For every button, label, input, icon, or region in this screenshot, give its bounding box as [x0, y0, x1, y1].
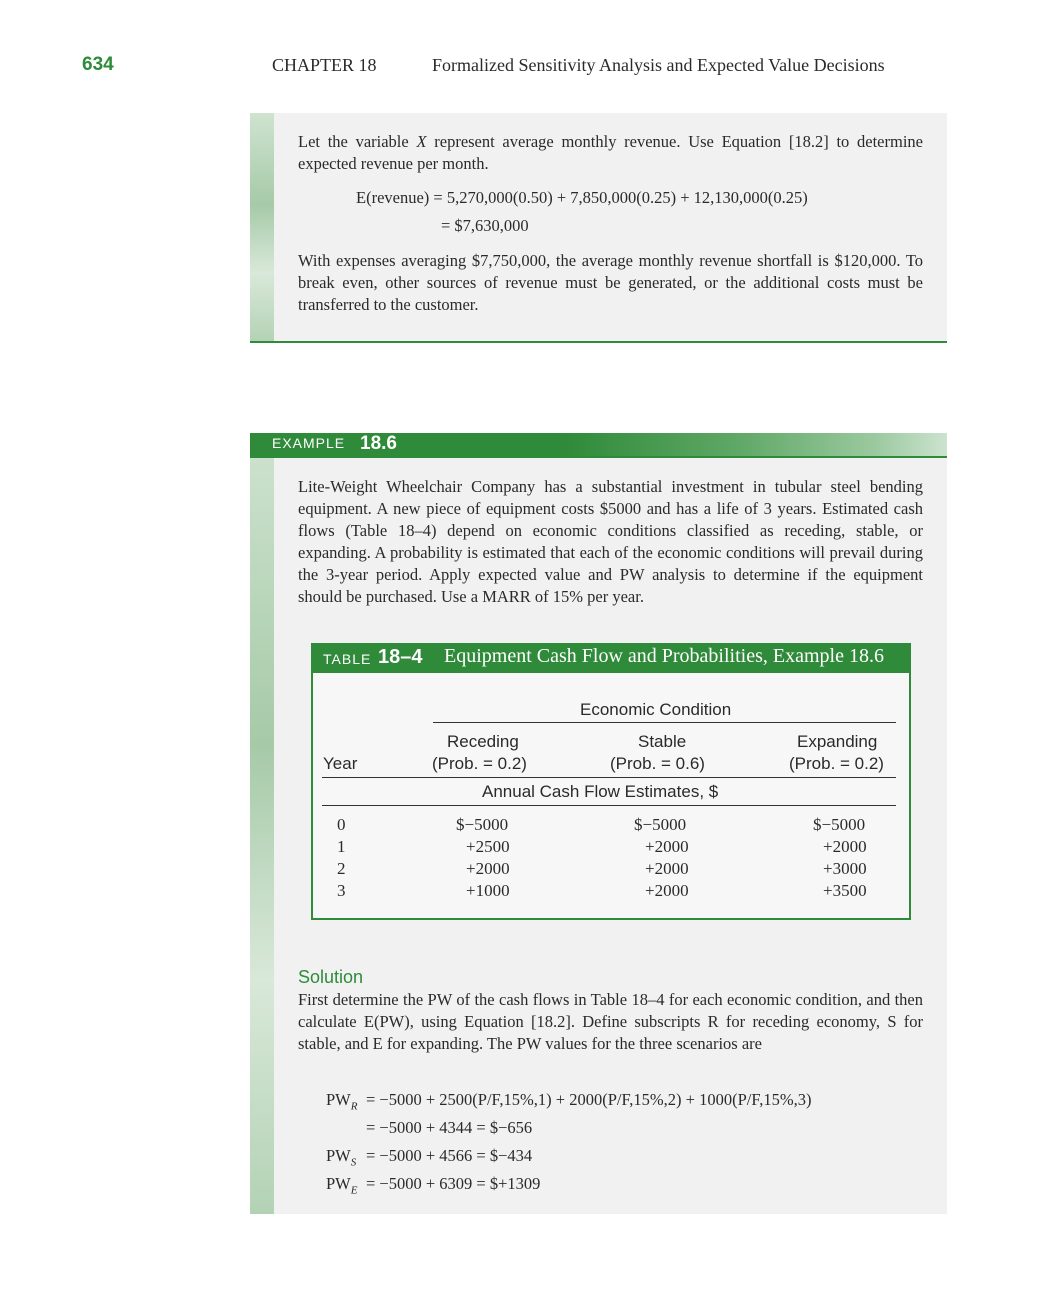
col-expanding-prob: (Prob. = 0.2) [789, 754, 884, 773]
variable-x: X [416, 132, 427, 151]
table-row-1-expanding: +2000 [823, 837, 867, 856]
table-row-2-year: 2 [337, 859, 346, 878]
col-receding-name: Receding [447, 732, 519, 751]
table-number: 18–4 [378, 646, 423, 668]
table-row-0-receding: $−5000 [456, 815, 509, 834]
col-expanding-name: Expanding [797, 732, 878, 751]
table-row-3-expanding: +3500 [823, 881, 867, 900]
year-header: Year [323, 754, 358, 773]
page-number: 634 [82, 54, 114, 75]
example-problem: Lite-Weight Wheelchair Company has a substantial investment in tubular steel bending equipment. A new piece of equipment costs $5000 and has a life of 3 years. Estimated cash flows (Table 18–4) depend on economic conditions classified as receding, stable, or expanding. A probability is estimated that each of the economic conditions will prevail during the 3-year period. Apply expected value and PW analysis to determine if the equipment should be purchased. Use a MARR of 15% per year. [298, 477, 923, 606]
pw-equation-stable [326, 1146, 356, 1168]
table-title: Equipment Cash Flow and Probabilities, Example 18.6 [444, 645, 884, 667]
col-receding-prob: (Prob. = 0.2) [432, 754, 527, 773]
pw-subscript: E [350, 1184, 358, 1197]
col-stable-name: Stable [638, 732, 687, 751]
table-label: TABLE [323, 651, 372, 667]
pw-equation-receding [326, 1090, 357, 1112]
group-header: Economic Condition [580, 700, 732, 719]
pw-equation-expanding-rhs: = −5000 + 6309 = $+1309 [366, 1174, 541, 1193]
group-header-rule [433, 722, 896, 723]
decorative-stripe [250, 113, 274, 342]
solution-intro: First determine the PW of the cash flows in Table 18–4 for each economic condition, and then calculate E(PW), using Equation [18.2]. Define subscripts R for receding economy, S for stable, and E for expanding. The PW values for the three scenarios are [298, 990, 923, 1053]
pw-equation-stable-rhs: = −5000 + 4566 = $−434 [366, 1146, 533, 1165]
expected-revenue-result: = $7,630,000 [441, 216, 529, 235]
prev-paragraph-1-text-a: Let the variable [298, 132, 417, 151]
pw-subscript: S [350, 1156, 357, 1169]
pw-equation-receding-rhs: = −5000 + 2500(P/F,15%,1) + 2000(P/F,15%,2) + 1000(P/F,15%,3) [366, 1090, 812, 1109]
col-stable-prob: (Prob. = 0.6) [610, 754, 705, 773]
chapter-title: Formalized Sensitivity Analysis and Expected Value Decisions [432, 55, 885, 75]
subheader-bottom-rule [322, 805, 896, 806]
table-row-1-year: 1 [337, 837, 346, 856]
pw-equation-receding-result: = −5000 + 4344 = $−656 [366, 1118, 533, 1137]
table-row-2-expanding: +3000 [823, 859, 867, 878]
example-number: 18.6 [360, 433, 397, 454]
table-row-0-expanding: $−5000 [813, 815, 866, 834]
table-row-1-stable: +2000 [645, 837, 689, 856]
table-row-2-receding: +2000 [466, 859, 510, 878]
decorative-stripe-2 [250, 433, 274, 1214]
table-row-3-year: 3 [337, 881, 346, 900]
prev-paragraph-1 [298, 131, 923, 175]
pw-lhs: PW [326, 1146, 351, 1165]
pw-subscript: R [350, 1100, 358, 1113]
example-banner [250, 433, 947, 457]
cash-flow-subheader: Annual Cash Flow Estimates, $ [482, 782, 719, 801]
expected-revenue-equation: E(revenue) = 5,270,000(0.50) + 7,850,000(0.25) + 12,130,000(0.25) [356, 188, 808, 207]
example-banner-rule [250, 456, 947, 458]
prev-paragraph-1-text-b: represent average monthly revenue. Use Equation [18.2] to determine expected revenue per month. [298, 132, 923, 173]
subheader-top-rule [322, 777, 896, 778]
solution-heading: Solution [298, 967, 364, 987]
pw-lhs: PW [326, 1174, 351, 1193]
table-row-0-stable: $−5000 [634, 815, 687, 834]
pw-equation-expanding [326, 1174, 357, 1196]
table-row-0-year: 0 [337, 815, 346, 834]
chapter-label: CHAPTER 18 [272, 55, 377, 75]
table-row-2-stable: +2000 [645, 859, 689, 878]
pw-lhs: PW [326, 1090, 351, 1109]
table-row-3-stable: +2000 [645, 881, 689, 900]
example-label: EXAMPLE [272, 435, 346, 451]
box-bottom-rule [250, 341, 947, 343]
prev-paragraph-2: With expenses averaging $7,750,000, the average monthly revenue shortfall is $120,000. To break even, other sources of revenue must be generated, or the additional costs must be transferred to the customer. [298, 251, 923, 314]
table-row-3-receding: +1000 [466, 881, 510, 900]
table-row-1-receding: +2500 [466, 837, 510, 856]
